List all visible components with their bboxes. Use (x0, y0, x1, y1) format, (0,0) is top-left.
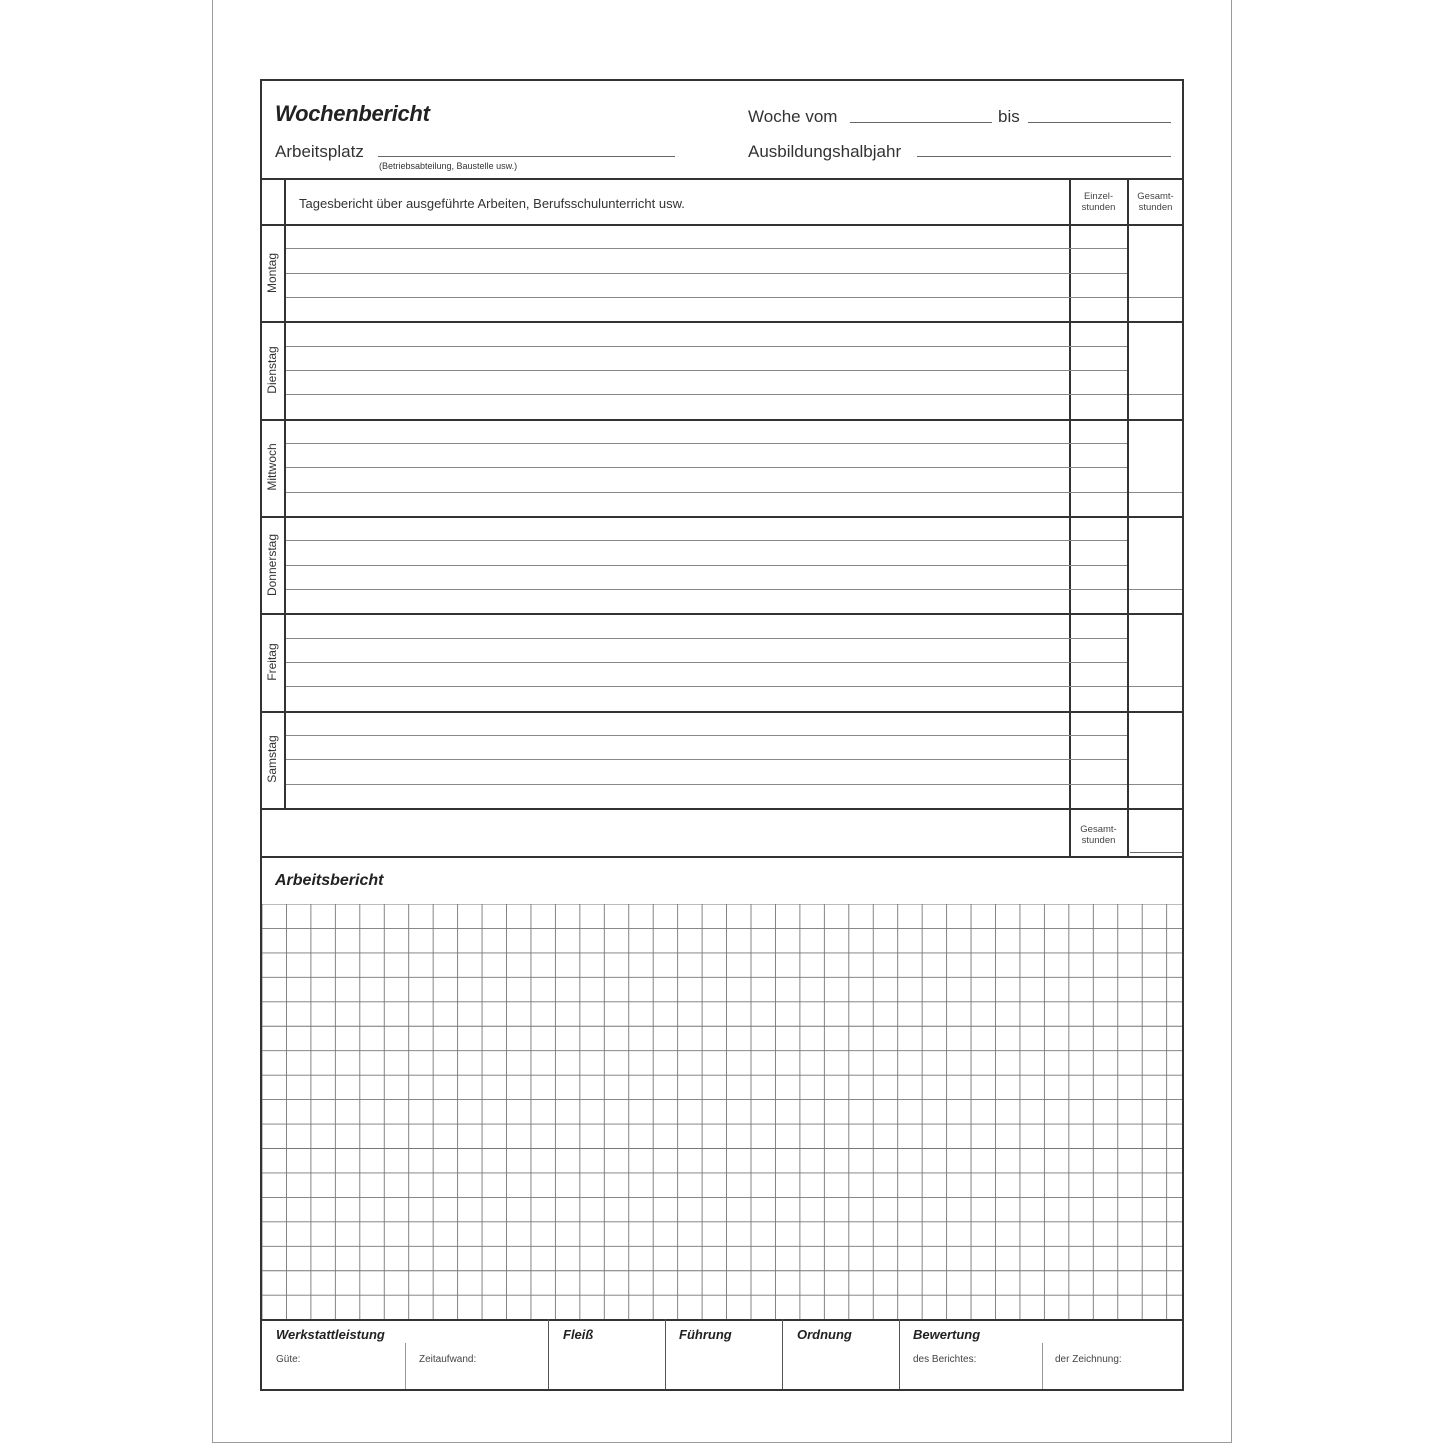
day-label-dienstag: Dienstag (265, 346, 279, 394)
day-separator (262, 613, 1182, 615)
diligence-title: Fleiß (563, 1327, 594, 1342)
table-header-bottom (262, 224, 1182, 226)
day-label-mittwoch: Mittwoch (265, 443, 279, 491)
report-rating-label: des Berichtes: (913, 1354, 977, 1365)
day-label-samstag: Samstag (265, 735, 279, 783)
writing-line[interactable] (286, 273, 1127, 274)
grand-total-field[interactable] (1130, 852, 1182, 853)
writing-line[interactable] (286, 297, 1127, 298)
quality-label: Güte: (276, 1354, 301, 1365)
diligence-divider (548, 1319, 549, 1389)
rating-divider (899, 1319, 900, 1389)
writing-line[interactable] (286, 638, 1127, 639)
day-total-line[interactable] (1129, 784, 1182, 785)
writing-line[interactable] (286, 784, 1127, 785)
footer-top-border (262, 1319, 1182, 1321)
writing-line[interactable] (286, 443, 1127, 444)
day-label-donnerstag: Donnerstag (265, 533, 279, 596)
work-report-grid[interactable] (262, 904, 1182, 1320)
workplace-hint: (Betriebsabteilung, Baustelle usw.) (379, 161, 518, 171)
form-title: Wochenbericht (275, 101, 430, 126)
grand-total-label: Gesamt- stunden (1080, 824, 1117, 846)
workshop-title: Werkstattleistung (276, 1327, 385, 1342)
day-separator (262, 711, 1182, 713)
conduct-divider (665, 1319, 666, 1389)
workshop-split-divider (405, 1343, 406, 1389)
week-to-field[interactable] (1028, 122, 1171, 123)
workplace-label: Arbeitsplatz (275, 142, 364, 161)
writing-line[interactable] (286, 589, 1127, 590)
writing-line[interactable] (286, 540, 1127, 541)
total-hours-header: Gesamt- stunden (1137, 191, 1174, 213)
day-label-montag: Montag (265, 252, 279, 293)
conduct-title: Führung (679, 1327, 732, 1342)
rating-split-divider (1042, 1343, 1043, 1389)
half-year-field[interactable] (917, 156, 1171, 157)
day-separator (262, 321, 1182, 323)
writing-line[interactable] (286, 492, 1127, 493)
writing-line[interactable] (286, 370, 1127, 371)
workplace-field[interactable] (378, 156, 675, 157)
writing-line[interactable] (286, 346, 1127, 347)
writing-line[interactable] (286, 565, 1127, 566)
writing-line[interactable] (286, 467, 1127, 468)
writing-line[interactable] (286, 248, 1127, 249)
writing-line[interactable] (286, 759, 1127, 760)
half-year-label: Ausbildungshalbjahr (748, 142, 902, 161)
day-total-line[interactable] (1129, 492, 1182, 493)
order-title: Ordnung (797, 1327, 852, 1342)
rating-title: Bewertung (913, 1327, 981, 1342)
table-bottom-border (262, 856, 1182, 858)
writing-line[interactable] (286, 662, 1127, 663)
table-top-border (262, 178, 1182, 180)
writing-line[interactable] (286, 686, 1127, 687)
day-total-line[interactable] (1129, 686, 1182, 687)
drawing-rating-label: der Zeichnung: (1055, 1354, 1122, 1365)
day-total-line[interactable] (1129, 589, 1182, 590)
week-to-label: bis (998, 107, 1020, 126)
days-bottom-border (262, 808, 1182, 810)
week-from-field[interactable] (850, 122, 992, 123)
report-column-header: Tagesbericht über ausgeführte Arbeiten, Berufsschulunterricht usw. (299, 196, 685, 211)
day-separator (262, 419, 1182, 421)
week-from-label: Woche vom (748, 107, 838, 126)
day-label-freitag: Freitag (265, 643, 279, 681)
work-report-title: Arbeitsbericht (275, 872, 384, 889)
weekly-report-form (260, 79, 1184, 1391)
day-separator (262, 516, 1182, 518)
single-hours-header: Einzel- stunden (1081, 191, 1116, 213)
time-label: Zeitaufwand: (419, 1354, 477, 1365)
writing-line[interactable] (286, 394, 1127, 395)
day-total-line[interactable] (1129, 394, 1182, 395)
writing-line[interactable] (286, 735, 1127, 736)
order-divider (782, 1319, 783, 1389)
day-total-line[interactable] (1129, 297, 1182, 298)
